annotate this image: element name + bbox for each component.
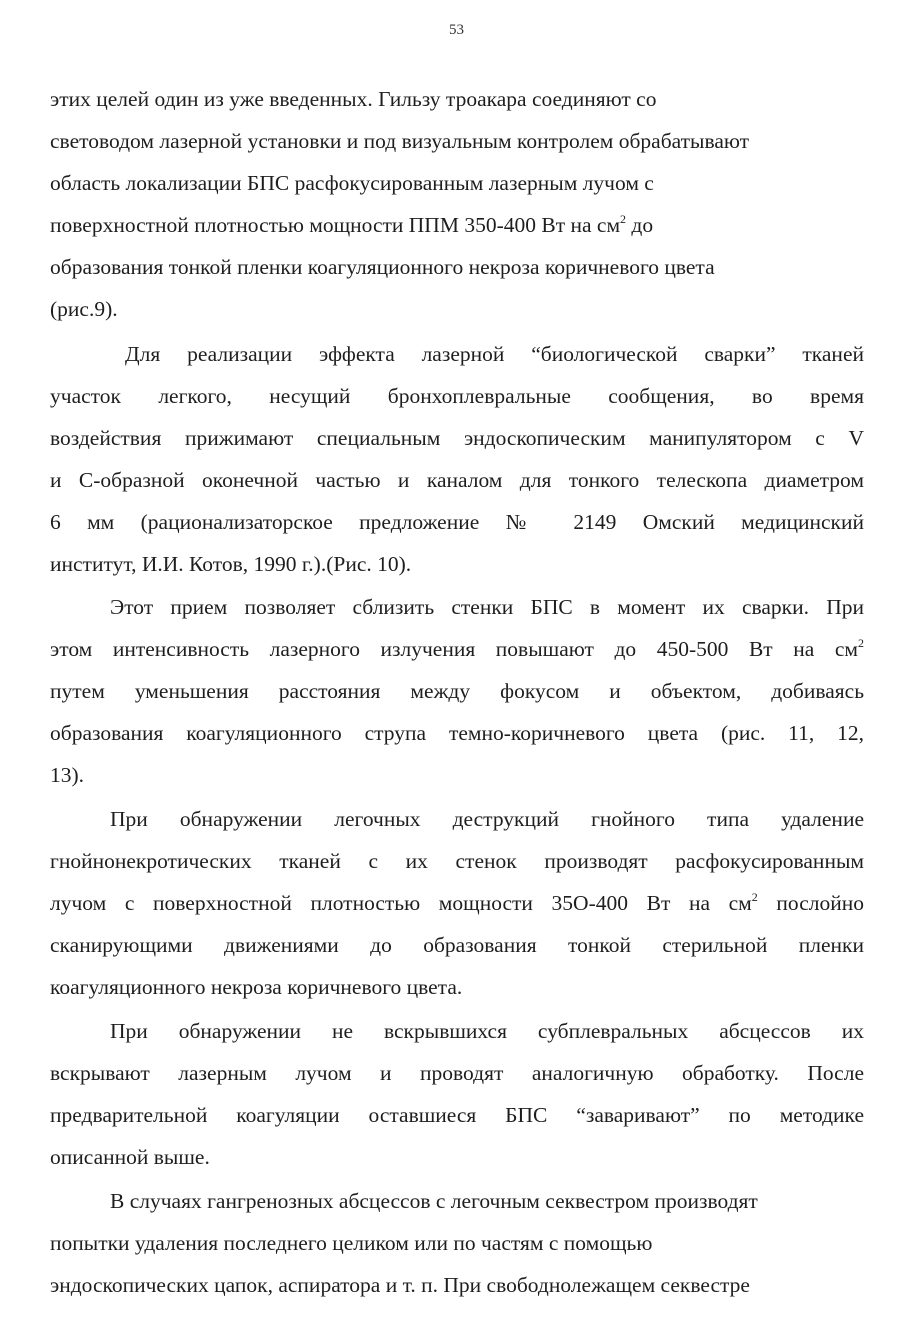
text-line: образования тонкой пленки коагуляционного некроза коричневого цвета	[50, 255, 715, 279]
text-line: Для реализации эффекта лазерной “биологической сварки” тканей	[125, 342, 864, 366]
text-line: участок легкого, несущий бронхоплевральные сообщения, во время	[50, 384, 864, 408]
text-line: При обнаружении не вскрывшихся субплевральных абсцессов их	[110, 1019, 864, 1043]
superscript: 2	[858, 636, 864, 650]
text-span: до	[631, 213, 654, 237]
text-line: световодом лазерной установки и под визуальным контролем обрабатывают	[50, 129, 750, 153]
text-line: вскрывают лазерным лучом и проводят аналогичную обработку. После	[50, 1061, 864, 1085]
text-line: При обнаружении легочных деструкций гнойного типа удаление	[110, 807, 864, 831]
text-line: 13).	[50, 763, 85, 787]
text-span: поверхностной плотностью мощности ППМ 350-400 Вт на см	[50, 213, 621, 237]
text-line: путем уменьшения расстояния между фокусом и объектом, добиваясь	[50, 679, 864, 703]
text-span: этом интенсивность лазерного излучения повышают до 450-500 Вт на см	[50, 637, 858, 661]
text-line: область локализации БПС расфокусированным лазерным лучом с	[50, 171, 654, 195]
text-line	[50, 890, 864, 916]
page-number: 53	[449, 22, 464, 38]
superscript: 2	[751, 890, 758, 904]
text-span: лучом с поверхностной плотностью мощности 35О-400 Вт на см	[50, 891, 752, 915]
text-line: Этот прием позволяет сблизить стенки БПС в момент их сварки. При	[110, 595, 864, 619]
text-line: В случаях гангренозных абсцессов с легочным секвестром производят	[110, 1189, 758, 1213]
text-line	[50, 212, 864, 238]
text-line: коагуляционного некроза коричневого цвета.	[50, 975, 463, 999]
text-span: послойно	[776, 891, 864, 915]
text-line: (рис.9).	[50, 297, 118, 321]
text-line: гнойнонекротических тканей с их стенок производят расфокусированным	[50, 849, 864, 873]
text-line: 6 мм (рационализаторское предложение № 2149 Омский медицинский	[50, 510, 864, 534]
text-line: воздействия прижимают специальным эндоскопическим манипулятором с V	[50, 426, 864, 450]
text-line: сканирующими движениями до образования тонкой стерильной пленки	[50, 933, 864, 957]
text-line: предварительной коагуляции оставшиеся БПС “заваривают” по методике	[50, 1103, 864, 1127]
superscript: 2	[620, 212, 627, 226]
text-line: образования коагуляционного струпа темно-коричневого цвета (рис. 11, 12,	[50, 721, 864, 745]
text-line: этих целей один из уже введенных. Гильзу троакара соединяют со	[50, 87, 657, 111]
text-line: попытки удаления последнего целиком или по частям с помощью	[50, 1231, 653, 1255]
text-line: и С-образной оконечной частью и каналом для тонкого телескопа диаметром	[50, 468, 864, 492]
text-line	[50, 636, 864, 662]
text-line: институт, И.И. Котов, 1990 г.).(Рис. 10).	[50, 552, 412, 576]
text-line: описанной выше.	[50, 1145, 210, 1169]
text-line: эндоскопических цапок, аспиратора и т. п. При свободнолежащем секвестре	[50, 1273, 750, 1297]
